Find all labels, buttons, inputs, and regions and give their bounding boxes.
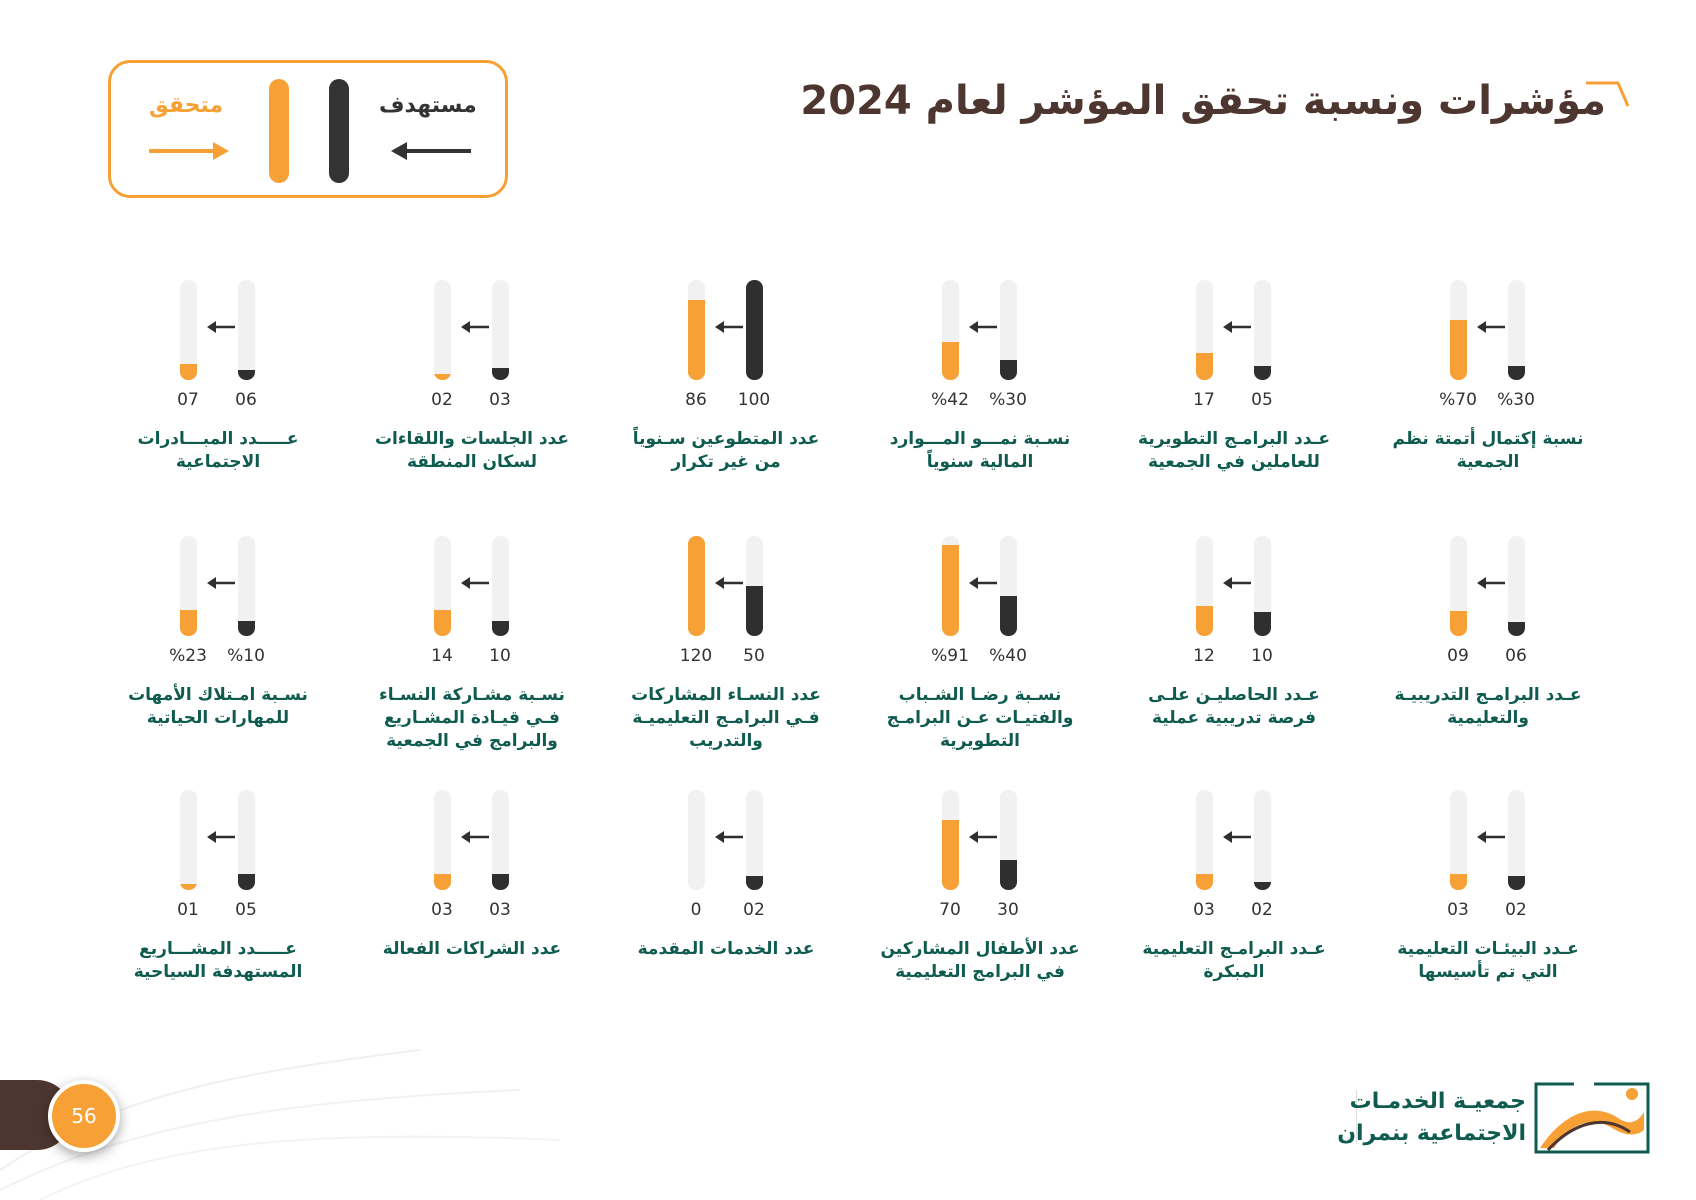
achieved-bar <box>942 820 959 890</box>
achieved-value: %70 <box>1439 390 1477 410</box>
arrow-left-icon <box>206 830 236 844</box>
target-value: 06 <box>235 390 257 410</box>
target-value: %30 <box>1497 390 1535 410</box>
target-bar-track <box>238 536 255 636</box>
target-bar <box>492 368 509 380</box>
arrow-left-icon <box>1222 830 1252 844</box>
legend-achieved-label: متحقق <box>149 93 224 118</box>
target-bar <box>492 874 509 890</box>
organization-logo-icon <box>1534 1082 1650 1154</box>
target-bar-track <box>492 536 509 636</box>
indicator-label: عـدد الحاصليـن علـى فرصة تدريبية عملية <box>1148 685 1320 728</box>
organization-name <box>1300 1086 1526 1150</box>
arrow-left-icon <box>1222 320 1252 334</box>
legend-achieved-arrow-icon <box>147 139 231 163</box>
indicator-label: عـدد البرامـج التدريبيـة والتعليمية <box>1394 685 1582 728</box>
achieved-value: %91 <box>931 646 969 666</box>
indicator-label: نسـبة مشـاركة النسـاء فـي قيـادة المشـاريع والبرامج في الجمعية <box>379 685 565 751</box>
arrow-left-icon <box>714 576 744 590</box>
achieved-bar <box>434 874 451 890</box>
indicator-16 <box>626 768 826 1008</box>
achieved-bar <box>1196 606 1213 636</box>
achieved-bar <box>942 545 959 636</box>
arrow-left-icon <box>460 830 490 844</box>
indicator-8 <box>1134 514 1334 754</box>
achieved-bar-track <box>1196 280 1213 380</box>
target-value: 06 <box>1505 646 1527 666</box>
achieved-value: 86 <box>685 390 707 410</box>
organization-name-line1: جمعيـة الخدمـات <box>1349 1089 1526 1114</box>
achieved-value: %23 <box>169 646 207 666</box>
achieved-bar-track <box>180 536 197 636</box>
achieved-bar <box>688 300 705 380</box>
achieved-bar-track <box>434 280 451 380</box>
achieved-bar-track <box>688 280 705 380</box>
target-value: 05 <box>1251 390 1273 410</box>
achieved-value: %42 <box>931 390 969 410</box>
target-value: 02 <box>1505 900 1527 920</box>
achieved-bar <box>434 610 451 636</box>
target-value: 02 <box>743 900 765 920</box>
target-bar <box>238 621 255 636</box>
target-bar-track <box>1000 790 1017 890</box>
indicator-6 <box>118 258 318 498</box>
arrow-left-icon <box>1476 320 1506 334</box>
achieved-bar-track <box>180 280 197 380</box>
achieved-value: 03 <box>431 900 453 920</box>
target-bar-track <box>746 280 763 380</box>
page-number: 56 <box>48 1080 120 1152</box>
target-bar-track <box>492 280 509 380</box>
target-bar-track <box>1508 790 1525 890</box>
achieved-value: 09 <box>1447 646 1469 666</box>
achieved-value: 02 <box>431 390 453 410</box>
achieved-bar <box>1450 320 1467 380</box>
arrow-left-icon <box>968 320 998 334</box>
indicator-label: نسـبة رضـا الشـباب والفتيـات عـن البرامـج التطويرية <box>886 685 1074 751</box>
achieved-bar <box>180 610 197 636</box>
indicator-label: عـــــدد المبـــادرات الاجتماعية <box>137 429 299 472</box>
arrow-left-icon <box>460 320 490 334</box>
target-bar-track <box>1254 790 1271 890</box>
target-bar <box>746 586 763 636</box>
legend-target-label: مستهدف <box>379 93 477 118</box>
achieved-bar-track <box>1196 536 1213 636</box>
target-value: %30 <box>989 390 1027 410</box>
arrow-left-icon <box>714 320 744 334</box>
target-value: 50 <box>743 646 765 666</box>
arrow-left-icon <box>206 320 236 334</box>
achieved-bar-track <box>1196 790 1213 890</box>
achieved-bar <box>434 374 451 380</box>
target-bar <box>1254 612 1271 636</box>
achieved-bar <box>1196 353 1213 380</box>
legend-target-bar <box>329 79 349 183</box>
target-bar-track <box>1254 280 1271 380</box>
arrow-left-icon <box>1476 576 1506 590</box>
achieved-value: 0 <box>690 900 702 920</box>
achieved-value: 12 <box>1193 646 1215 666</box>
achieved-value: 70 <box>939 900 961 920</box>
indicator-13 <box>1388 768 1588 1008</box>
target-value: 05 <box>235 900 257 920</box>
target-value: %10 <box>227 646 265 666</box>
target-bar <box>1000 860 1017 890</box>
legend-target-arrow-icon <box>389 139 473 163</box>
target-bar-track <box>1000 536 1017 636</box>
achieved-bar <box>942 342 959 380</box>
target-bar-track <box>238 280 255 380</box>
target-bar <box>1508 366 1525 380</box>
target-value: %40 <box>989 646 1027 666</box>
indicator-label: عدد الشراكات الفعالة <box>382 939 562 959</box>
arrow-left-icon <box>714 830 744 844</box>
achieved-bar-track <box>942 280 959 380</box>
arrow-left-icon <box>460 576 490 590</box>
target-value: 10 <box>1251 646 1273 666</box>
arrow-left-icon <box>968 576 998 590</box>
achieved-value: 03 <box>1447 900 1469 920</box>
achieved-bar <box>688 536 705 636</box>
achieved-value: 14 <box>431 646 453 666</box>
legend-achieved-bar <box>269 79 289 183</box>
target-value: 03 <box>489 390 511 410</box>
indicator-label: عـــــدد المشـــاريع المستهدفة السياحية <box>133 939 303 982</box>
indicator-4 <box>626 258 826 498</box>
achieved-value: 07 <box>177 390 199 410</box>
indicator-3 <box>880 258 1080 498</box>
indicator-label: عـدد البيئـات التعليمية التي تم تأسيسها <box>1397 939 1579 982</box>
target-bar <box>746 876 763 890</box>
indicator-12 <box>118 514 318 754</box>
target-bar <box>1508 876 1525 890</box>
achieved-bar <box>1196 874 1213 890</box>
target-bar <box>1254 882 1271 890</box>
indicator-1 <box>1388 258 1588 498</box>
achieved-bar-track <box>180 790 197 890</box>
achieved-bar-track <box>942 536 959 636</box>
indicator-2 <box>1134 258 1334 498</box>
target-bar-track <box>1000 280 1017 380</box>
achieved-bar <box>1450 874 1467 890</box>
target-bar-track <box>746 536 763 636</box>
achieved-bar-track <box>942 790 959 890</box>
target-value: 03 <box>489 900 511 920</box>
achieved-bar-track <box>1450 536 1467 636</box>
target-bar <box>746 280 763 380</box>
target-bar-track <box>238 790 255 890</box>
indicator-label: عـدد البرامـج التطويرية للعاملين في الجمعية <box>1138 429 1330 472</box>
indicator-label: عـدد البرامـج التعليمية المبكرة <box>1142 939 1326 982</box>
target-bar-track <box>746 790 763 890</box>
target-bar-track <box>492 790 509 890</box>
target-bar-track <box>1254 536 1271 636</box>
target-bar-track <box>1508 536 1525 636</box>
indicator-label: عدد الجلسات واللقاءات لسكان المنطقة <box>374 429 570 472</box>
achieved-bar-track <box>1450 790 1467 890</box>
achieved-value: 17 <box>1193 390 1215 410</box>
indicator-label: نسـبة نمـــو المـــوارد المالية سنوياً <box>889 429 1071 472</box>
target-bar <box>1000 360 1017 380</box>
indicator-label: عدد الأطفال المشاركين في البرامج التعليمية <box>880 939 1080 982</box>
title-block <box>800 78 1606 124</box>
indicator-label: عدد الخدمات المقدمة <box>637 939 815 959</box>
legend <box>108 60 508 198</box>
target-bar <box>238 874 255 890</box>
achieved-bar <box>1450 611 1467 636</box>
indicator-15 <box>880 768 1080 1008</box>
indicator-5 <box>372 258 572 498</box>
achieved-value: 01 <box>177 900 199 920</box>
arrow-left-icon <box>1476 830 1506 844</box>
target-value: 30 <box>997 900 1019 920</box>
indicator-14 <box>1134 768 1334 1008</box>
target-bar <box>238 370 255 380</box>
indicator-18 <box>118 768 318 1008</box>
indicator-7 <box>1388 514 1588 754</box>
achieved-bar-track <box>688 790 705 890</box>
target-bar <box>1254 366 1271 380</box>
target-value: 10 <box>489 646 511 666</box>
achieved-bar <box>180 884 197 890</box>
indicator-9 <box>880 514 1080 754</box>
indicator-label: نسـبة امـتلاك الأمهات للمهارات الحياتية <box>128 685 308 728</box>
achieved-bar-track <box>688 536 705 636</box>
achieved-value: 120 <box>679 646 713 666</box>
target-value: 02 <box>1251 900 1273 920</box>
indicator-label: عدد النسـاء المشاركات فـي البرامـج التعليميـة والتدريب <box>631 685 821 751</box>
arrow-left-icon <box>968 830 998 844</box>
page-title: مؤشرات ونسبة تحقق المؤشر لعام 2024 <box>800 78 1606 124</box>
arrow-left-icon <box>1222 576 1252 590</box>
arrow-left-icon <box>206 576 236 590</box>
indicator-label: عدد المتطوعين سـنوياً من غير تكرار <box>632 429 820 472</box>
indicator-17 <box>372 768 572 1008</box>
indicator-11 <box>372 514 572 754</box>
achieved-value: 03 <box>1193 900 1215 920</box>
organization-name-line2: الاجتماعية بنمران <box>1337 1121 1526 1146</box>
indicator-10 <box>626 514 826 754</box>
target-bar <box>1508 622 1525 636</box>
achieved-bar <box>180 364 197 380</box>
target-value: 100 <box>737 390 771 410</box>
target-bar <box>492 621 509 636</box>
achieved-bar-track <box>434 536 451 636</box>
achieved-bar-track <box>434 790 451 890</box>
target-bar <box>1000 596 1017 636</box>
indicator-label: نسبة إكتمال أتمتة نظم الجمعية <box>1392 429 1584 472</box>
target-bar-track <box>1508 280 1525 380</box>
achieved-bar-track <box>1450 280 1467 380</box>
